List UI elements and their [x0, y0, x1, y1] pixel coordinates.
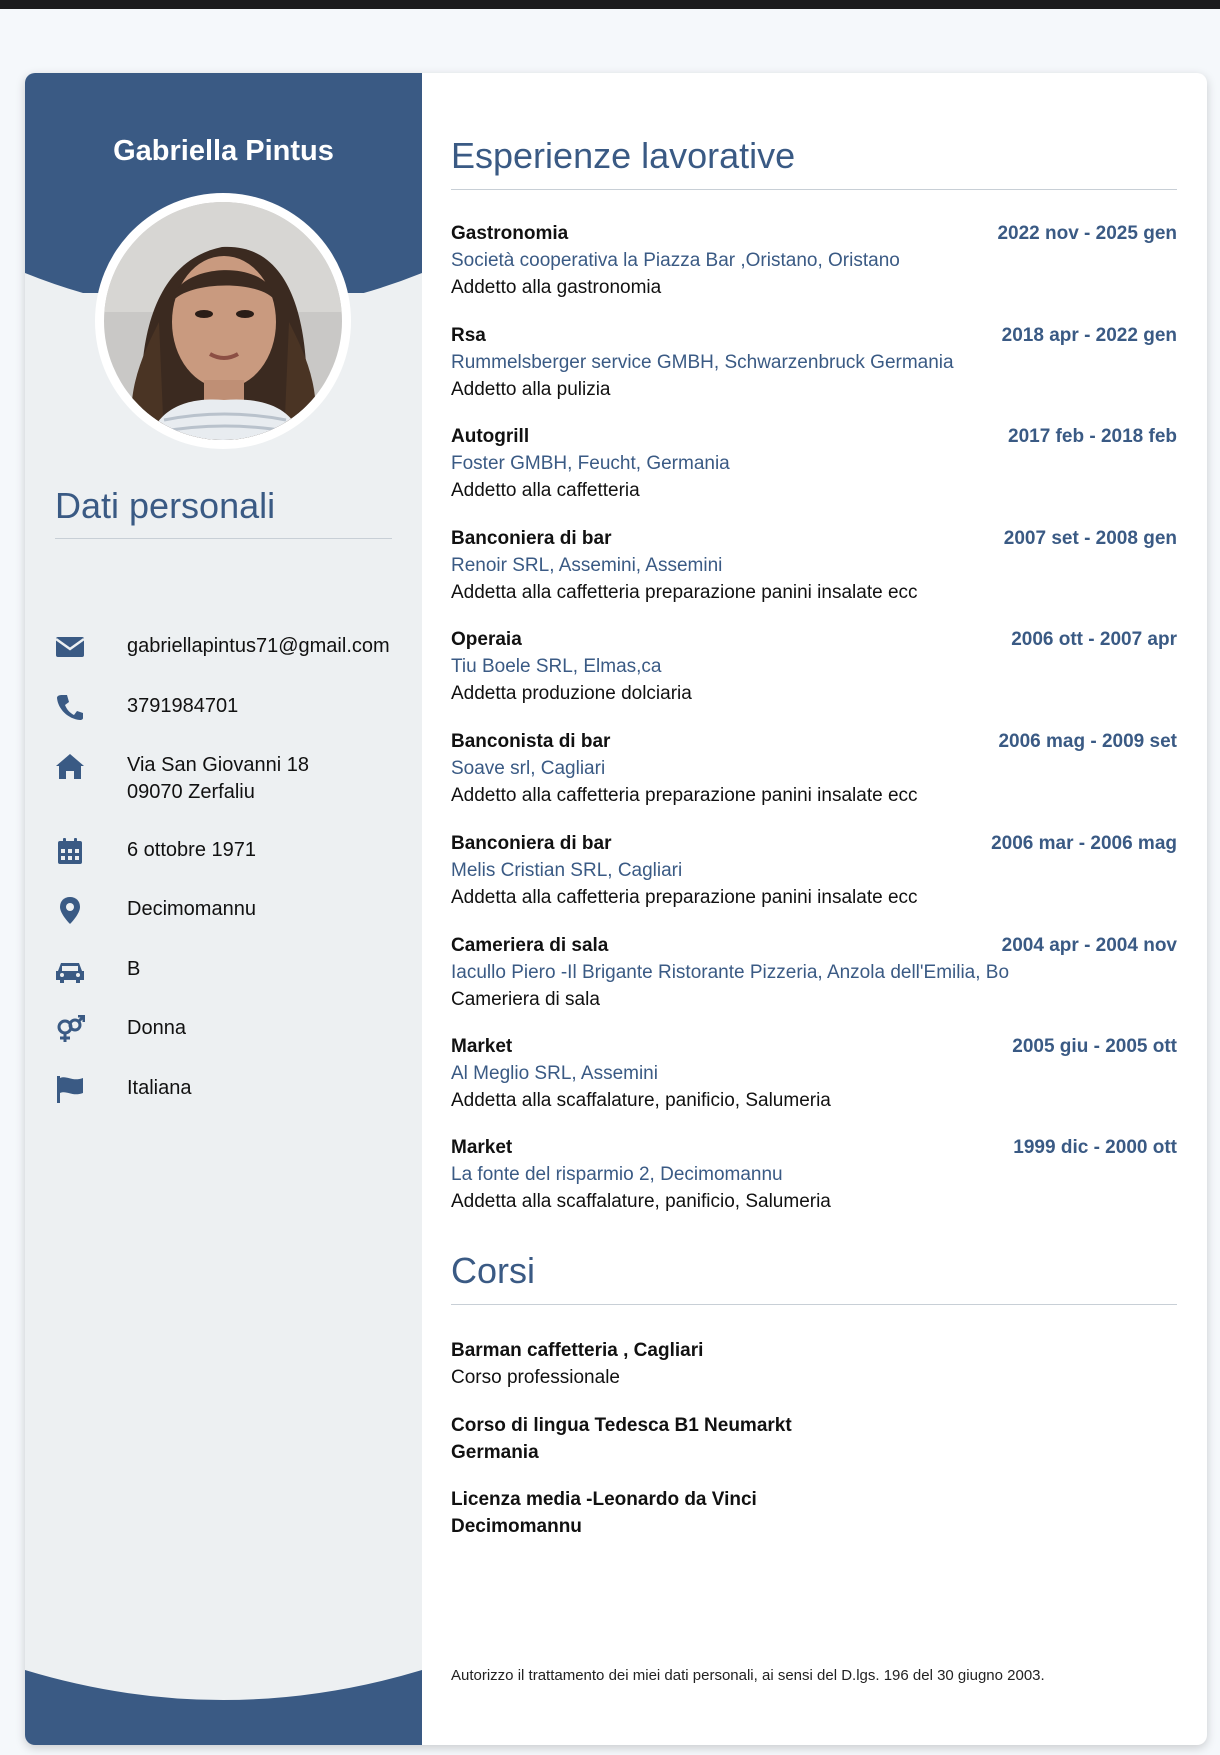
job-title: Market	[451, 1036, 513, 1057]
nationality-value: Italiana	[127, 1077, 192, 1099]
job-title: Market	[451, 1137, 513, 1158]
job-entry	[451, 1036, 1177, 1126]
privacy-consent: Autorizzo il trattamento dei miei dati personali, ai sensi del D.lgs. 196 del 30 giugno 2003.	[451, 1667, 1045, 1684]
job-title: Banconiera di bar	[451, 528, 612, 549]
job-description: Addetta alla caffetteria preparazione panini insalate ecc	[451, 582, 918, 603]
job-entry	[451, 935, 1177, 1025]
job-dates: 2006 mar - 2006 mag	[991, 833, 1177, 854]
personal-data-divider	[55, 538, 392, 539]
job-company: Melis Cristian SRL, Cagliari	[451, 860, 683, 881]
experience-title: Esperienze lavorative	[451, 135, 796, 176]
job-dates: 2018 apr - 2022 gen	[1001, 325, 1177, 346]
job-company: Rummelsberger service GMBH, Schwarzenbruck Germania	[451, 352, 954, 373]
car-icon	[53, 955, 87, 985]
course-description: Corso professionale	[451, 1367, 620, 1388]
job-dates: 2005 giu - 2005 ott	[1012, 1036, 1177, 1057]
job-company: Renoir SRL, Assemini, Assemini	[451, 555, 723, 576]
address-line-1: Via San Giovanni 18	[127, 754, 309, 776]
phone-value[interactable]: 3791984701	[127, 695, 239, 717]
job-dates: 2017 feb - 2018 feb	[1008, 426, 1177, 447]
job-entry	[451, 833, 1177, 923]
courses-divider	[451, 1304, 1177, 1305]
job-title: Banconiera di bar	[451, 833, 612, 854]
job-company: La fonte del risparmio 2, Decimomannu	[451, 1164, 783, 1185]
envelope-icon	[53, 632, 87, 662]
job-entry	[451, 426, 1177, 516]
main-content	[422, 73, 1207, 1745]
job-title: Cameriera di sala	[451, 935, 609, 956]
job-entry	[451, 1137, 1177, 1227]
job-title: Banconista di bar	[451, 731, 611, 752]
email-value[interactable]: gabriellapintus71@gmail.com	[127, 635, 390, 657]
job-title: Gastronomia	[451, 223, 569, 244]
job-description: Addetta alla scaffalature, panificio, Salumeria	[451, 1090, 831, 1111]
job-company: Società cooperativa la Piazza Bar ,Oristano, Oristano	[451, 250, 900, 271]
experience-divider	[451, 189, 1177, 190]
top-bar	[0, 0, 1220, 9]
job-description: Addetta produzione dolciaria	[451, 683, 692, 704]
job-company: Tiu Boele SRL, Elmas,ca	[451, 656, 662, 677]
flag-icon	[53, 1074, 87, 1104]
job-description: Addetto alla caffetteria preparazione panini insalate ecc	[451, 785, 918, 806]
job-company: Foster GMBH, Feucht, Germania	[451, 453, 730, 474]
course-title: Licenza media -Leonardo da Vinci Decimomannu	[451, 1489, 757, 1537]
sidebar-footer-background	[25, 1665, 422, 1745]
job-description: Addetto alla gastronomia	[451, 277, 662, 298]
job-description: Addetto alla caffetteria	[451, 480, 640, 501]
job-description: Addetto alla pulizia	[451, 379, 611, 400]
job-title: Operaia	[451, 629, 522, 650]
avatar	[95, 193, 351, 449]
full-name: Gabriella Pintus	[113, 135, 334, 167]
job-description: Addetta alla scaffalature, panificio, Salumeria	[451, 1191, 831, 1212]
job-company: Soave srl, Cagliari	[451, 758, 606, 779]
course-title: Corso di lingua Tedesca B1 Neumarkt Germania	[451, 1415, 792, 1463]
job-entry	[451, 731, 1177, 821]
job-company: Iacullo Piero -Il Brigante Ristorante Pizzeria, Anzola dell'Emilia, Bo	[451, 962, 1010, 983]
job-dates: 2007 set - 2008 gen	[1003, 528, 1177, 549]
home-icon	[53, 751, 87, 781]
address-line-2: 09070 Zerfaliu	[127, 781, 255, 803]
license-value: B	[127, 958, 141, 980]
job-dates: 2022 nov - 2025 gen	[997, 223, 1177, 244]
job-company: Al Meglio SRL, Assemini	[451, 1063, 658, 1084]
map-marker-icon	[53, 895, 87, 925]
job-entry	[451, 325, 1177, 415]
courses-title: Corsi	[451, 1250, 536, 1291]
phone-icon	[53, 692, 87, 722]
birthdate-value: 6 ottobre 1971	[127, 839, 256, 861]
job-dates: 1999 dic - 2000 ott	[1013, 1137, 1177, 1158]
address-value	[127, 752, 309, 806]
job-dates: 2006 ott - 2007 apr	[1011, 629, 1177, 650]
gender-value: Donna	[127, 1017, 186, 1039]
course-entry	[451, 1412, 1177, 1466]
resume-card	[25, 73, 1207, 1745]
job-entry	[451, 528, 1177, 618]
personal-data-title: Dati personali	[55, 485, 276, 526]
job-description: Addetta alla caffetteria preparazione panini insalate ecc	[451, 887, 918, 908]
sidebar	[25, 73, 422, 1745]
gender-icon	[53, 1014, 87, 1044]
job-title: Autogrill	[451, 426, 530, 447]
course-entry	[451, 1337, 1177, 1391]
job-description: Cameriera di sala	[451, 989, 600, 1010]
profile-photo	[104, 202, 342, 440]
course-title: Barman caffetteria , Cagliari	[451, 1340, 704, 1361]
place-value: Decimomannu	[127, 898, 256, 920]
job-entry	[451, 223, 1177, 313]
job-entry	[451, 629, 1177, 719]
job-dates: 2006 mag - 2009 set	[998, 731, 1177, 752]
job-title: Rsa	[451, 325, 486, 346]
job-dates: 2004 apr - 2004 nov	[1001, 935, 1177, 956]
calendar-icon	[53, 836, 87, 866]
course-entry	[451, 1486, 1177, 1540]
